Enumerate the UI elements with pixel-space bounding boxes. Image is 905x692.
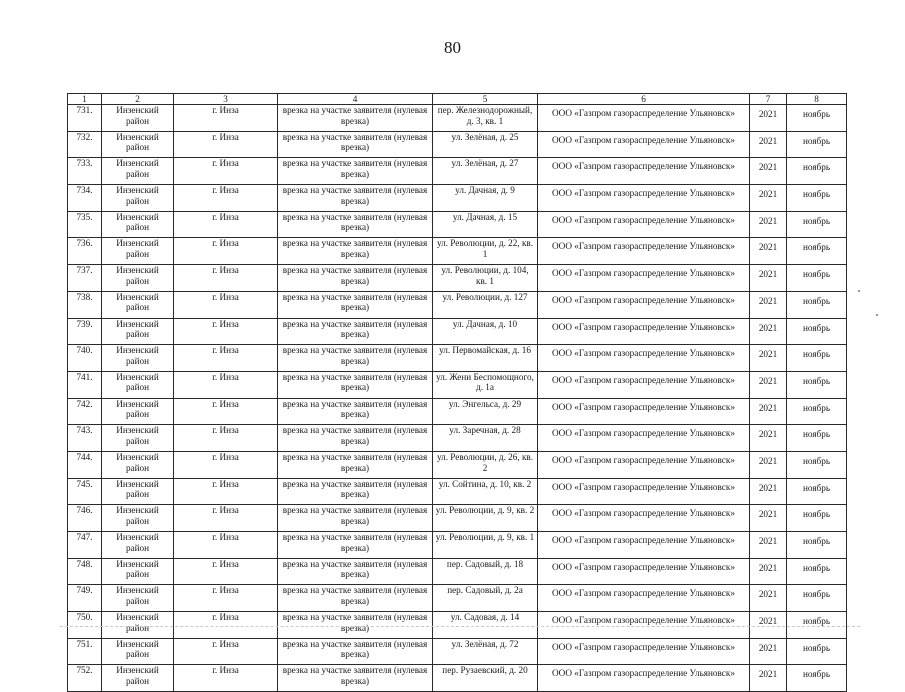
year-cell: 2021 xyxy=(750,131,787,158)
year-cell: 2021 xyxy=(750,371,787,398)
year-cell: 2021 xyxy=(750,612,787,639)
organization-cell: ООО «Газпром газораспределение Ульяновск» xyxy=(538,291,750,318)
locality-cell: г. Инза xyxy=(174,451,278,478)
year-cell: 2021 xyxy=(750,665,787,692)
district-cell: Инзенский район xyxy=(102,398,174,425)
district-cell: Инзенский район xyxy=(102,451,174,478)
organization-cell: ООО «Газпром газораспределение Ульяновск» xyxy=(538,612,750,639)
organization-cell: ООО «Газпром газораспределение Ульяновск» xyxy=(538,238,750,265)
district-cell: Инзенский район xyxy=(102,265,174,292)
month-cell: ноябрь xyxy=(787,131,847,158)
address-cell: ул. Зелёная, д. 27 xyxy=(433,158,538,185)
year-cell: 2021 xyxy=(750,105,787,132)
connection-type-cell: врезка на участке заявителя (нулевая врезка) xyxy=(278,638,433,665)
district-cell: Инзенский район xyxy=(102,665,174,692)
year-cell: 2021 xyxy=(750,318,787,345)
locality-cell: г. Инза xyxy=(174,425,278,452)
month-cell: ноябрь xyxy=(787,158,847,185)
table-row xyxy=(68,238,847,265)
connection-type-cell: врезка на участке заявителя (нулевая врезка) xyxy=(278,185,433,212)
table-row xyxy=(68,318,847,345)
column-number: 2 xyxy=(102,94,174,105)
row-number: 736. xyxy=(68,238,102,265)
district-cell: Инзенский район xyxy=(102,185,174,212)
district-cell: Инзенский район xyxy=(102,345,174,372)
column-number: 5 xyxy=(433,94,538,105)
address-cell: ул. Первомайская, д. 16 xyxy=(433,345,538,372)
month-cell: ноябрь xyxy=(787,185,847,212)
table-row xyxy=(68,345,847,372)
table-row xyxy=(68,425,847,452)
connection-type-cell: врезка на участке заявителя (нулевая врезка) xyxy=(278,265,433,292)
month-cell: ноябрь xyxy=(787,558,847,585)
address-cell: ул. Зелёная, д. 72 xyxy=(433,638,538,665)
connection-type-cell: врезка на участке заявителя (нулевая врезка) xyxy=(278,451,433,478)
row-number: 737. xyxy=(68,265,102,292)
locality-cell: г. Инза xyxy=(174,291,278,318)
month-cell: ноябрь xyxy=(787,478,847,505)
month-cell: ноябрь xyxy=(787,585,847,612)
district-cell: Инзенский район xyxy=(102,105,174,132)
district-cell: Инзенский район xyxy=(102,211,174,238)
connection-type-cell: врезка на участке заявителя (нулевая врезка) xyxy=(278,425,433,452)
organization-cell: ООО «Газпром газораспределение Ульяновск» xyxy=(538,505,750,532)
month-cell: ноябрь xyxy=(787,265,847,292)
district-cell: Инзенский район xyxy=(102,612,174,639)
organization-cell: ООО «Газпром газораспределение Ульяновск» xyxy=(538,211,750,238)
month-cell: ноябрь xyxy=(787,505,847,532)
address-cell: ул. Революции, д. 9, кв. 1 xyxy=(433,532,538,559)
connection-type-cell: врезка на участке заявителя (нулевая врезка) xyxy=(278,318,433,345)
locality-cell: г. Инза xyxy=(174,105,278,132)
column-number: 3 xyxy=(174,94,278,105)
month-cell: ноябрь xyxy=(787,665,847,692)
address-cell: ул. Революции, д. 22, кв. 1 xyxy=(433,238,538,265)
table-row xyxy=(68,665,847,692)
locality-cell: г. Инза xyxy=(174,665,278,692)
row-number: 739. xyxy=(68,318,102,345)
year-cell: 2021 xyxy=(750,158,787,185)
row-number: 751. xyxy=(68,638,102,665)
address-cell: ул. Революции, д. 9, кв. 2 xyxy=(433,505,538,532)
year-cell: 2021 xyxy=(750,398,787,425)
connection-type-cell: врезка на участке заявителя (нулевая врезка) xyxy=(278,478,433,505)
district-cell: Инзенский район xyxy=(102,318,174,345)
address-cell: ул. Энгельса, д. 29 xyxy=(433,398,538,425)
district-cell: Инзенский район xyxy=(102,425,174,452)
connection-type-cell: врезка на участке заявителя (нулевая врезка) xyxy=(278,665,433,692)
table-row xyxy=(68,265,847,292)
district-cell: Инзенский район xyxy=(102,238,174,265)
row-number: 743. xyxy=(68,425,102,452)
organization-cell: ООО «Газпром газораспределение Ульяновск» xyxy=(538,665,750,692)
month-cell: ноябрь xyxy=(787,425,847,452)
organization-cell: ООО «Газпром газораспределение Ульяновск» xyxy=(538,478,750,505)
table-row xyxy=(68,612,847,639)
column-number: 8 xyxy=(787,94,847,105)
column-number: 7 xyxy=(750,94,787,105)
year-cell: 2021 xyxy=(750,265,787,292)
connection-type-cell: врезка на участке заявителя (нулевая врезка) xyxy=(278,291,433,318)
address-cell: ул. Революции, д. 26, кв. 2 xyxy=(433,451,538,478)
row-number: 740. xyxy=(68,345,102,372)
district-cell: Инзенский район xyxy=(102,532,174,559)
row-number: 742. xyxy=(68,398,102,425)
organization-cell: ООО «Газпром газораспределение Ульяновск» xyxy=(538,532,750,559)
organization-cell: ООО «Газпром газораспределение Ульяновск» xyxy=(538,398,750,425)
year-cell: 2021 xyxy=(750,532,787,559)
column-number: 6 xyxy=(538,94,750,105)
table-row xyxy=(68,185,847,212)
connection-type-cell: врезка на участке заявителя (нулевая врезка) xyxy=(278,558,433,585)
table-row xyxy=(68,505,847,532)
organization-cell: ООО «Газпром газораспределение Ульяновск» xyxy=(538,105,750,132)
year-cell: 2021 xyxy=(750,558,787,585)
address-cell: ул. Заречная, д. 28 xyxy=(433,425,538,452)
year-cell: 2021 xyxy=(750,638,787,665)
address-cell: ул. Жени Беспомощного, д. 1а xyxy=(433,371,538,398)
address-cell: ул. Революции, д. 104, кв. 1 xyxy=(433,265,538,292)
table-row xyxy=(68,398,847,425)
organization-cell: ООО «Газпром газораспределение Ульяновск» xyxy=(538,158,750,185)
table-row xyxy=(68,158,847,185)
row-number: 731. xyxy=(68,105,102,132)
table-row xyxy=(68,638,847,665)
locality-cell: г. Инза xyxy=(174,185,278,212)
row-number: 749. xyxy=(68,585,102,612)
district-cell: Инзенский район xyxy=(102,478,174,505)
month-cell: ноябрь xyxy=(787,451,847,478)
table-row xyxy=(68,478,847,505)
column-number: 1 xyxy=(68,94,102,105)
month-cell: ноябрь xyxy=(787,612,847,639)
locality-cell: г. Инза xyxy=(174,131,278,158)
organization-cell: ООО «Газпром газораспределение Ульяновск» xyxy=(538,185,750,212)
organization-cell: ООО «Газпром газораспределение Ульяновск» xyxy=(538,131,750,158)
row-number: 734. xyxy=(68,185,102,212)
table-row xyxy=(68,371,847,398)
table-row xyxy=(68,558,847,585)
connection-type-cell: врезка на участке заявителя (нулевая врезка) xyxy=(278,585,433,612)
row-number: 747. xyxy=(68,532,102,559)
year-cell: 2021 xyxy=(750,478,787,505)
scan-artifact-line xyxy=(60,626,860,627)
row-number: 752. xyxy=(68,665,102,692)
scan-speck xyxy=(858,290,860,292)
locality-cell: г. Инза xyxy=(174,585,278,612)
connection-type-cell: врезка на участке заявителя (нулевая врезка) xyxy=(278,105,433,132)
year-cell: 2021 xyxy=(750,185,787,212)
month-cell: ноябрь xyxy=(787,345,847,372)
table-row xyxy=(68,585,847,612)
organization-cell: ООО «Газпром газораспределение Ульяновск» xyxy=(538,451,750,478)
row-number: 750. xyxy=(68,612,102,639)
month-cell: ноябрь xyxy=(787,638,847,665)
district-cell: Инзенский район xyxy=(102,371,174,398)
locality-cell: г. Инза xyxy=(174,158,278,185)
month-cell: ноябрь xyxy=(787,238,847,265)
row-number: 746. xyxy=(68,505,102,532)
connection-type-cell: врезка на участке заявителя (нулевая врезка) xyxy=(278,612,433,639)
column-number-row xyxy=(68,94,847,105)
row-number: 748. xyxy=(68,558,102,585)
address-cell: ул. Садовая, д. 14 xyxy=(433,612,538,639)
organization-cell: ООО «Газпром газораспределение Ульяновск» xyxy=(538,318,750,345)
organization-cell: ООО «Газпром газораспределение Ульяновск» xyxy=(538,371,750,398)
address-cell: ул. Зелёная, д. 25 xyxy=(433,131,538,158)
month-cell: ноябрь xyxy=(787,371,847,398)
table-row xyxy=(68,211,847,238)
month-cell: ноябрь xyxy=(787,105,847,132)
table-row xyxy=(68,291,847,318)
organization-cell: ООО «Газпром газораспределение Ульяновск» xyxy=(538,425,750,452)
district-cell: Инзенский район xyxy=(102,558,174,585)
row-number: 735. xyxy=(68,211,102,238)
address-cell: пер. Рузаевский, д. 20 xyxy=(433,665,538,692)
address-cell: пер. Садовый, д. 18 xyxy=(433,558,538,585)
year-cell: 2021 xyxy=(750,585,787,612)
row-number: 738. xyxy=(68,291,102,318)
locality-cell: г. Инза xyxy=(174,612,278,639)
connection-type-cell: врезка на участке заявителя (нулевая врезка) xyxy=(278,211,433,238)
register-body xyxy=(68,94,847,692)
row-number: 732. xyxy=(68,131,102,158)
connection-type-cell: врезка на участке заявителя (нулевая врезка) xyxy=(278,158,433,185)
connection-type-cell: врезка на участке заявителя (нулевая врезка) xyxy=(278,505,433,532)
scan-speck xyxy=(876,314,878,316)
locality-cell: г. Инза xyxy=(174,265,278,292)
column-number: 4 xyxy=(278,94,433,105)
locality-cell: г. Инза xyxy=(174,505,278,532)
address-cell: ул. Дачная, д. 9 xyxy=(433,185,538,212)
year-cell: 2021 xyxy=(750,211,787,238)
register-table xyxy=(67,93,847,692)
organization-cell: ООО «Газпром газораспределение Ульяновск» xyxy=(538,345,750,372)
district-cell: Инзенский район xyxy=(102,638,174,665)
district-cell: Инзенский район xyxy=(102,291,174,318)
district-cell: Инзенский район xyxy=(102,505,174,532)
address-cell: ул. Дачная, д. 15 xyxy=(433,211,538,238)
month-cell: ноябрь xyxy=(787,398,847,425)
organization-cell: ООО «Газпром газораспределение Ульяновск» xyxy=(538,585,750,612)
row-number: 745. xyxy=(68,478,102,505)
year-cell: 2021 xyxy=(750,451,787,478)
month-cell: ноябрь xyxy=(787,532,847,559)
connection-type-cell: врезка на участке заявителя (нулевая врезка) xyxy=(278,398,433,425)
locality-cell: г. Инза xyxy=(174,238,278,265)
locality-cell: г. Инза xyxy=(174,398,278,425)
row-number: 733. xyxy=(68,158,102,185)
year-cell: 2021 xyxy=(750,238,787,265)
address-cell: пер. Железнодорожный, д. 3, кв. 1 xyxy=(433,105,538,132)
district-cell: Инзенский район xyxy=(102,131,174,158)
connection-type-cell: врезка на участке заявителя (нулевая врезка) xyxy=(278,345,433,372)
connection-type-cell: врезка на участке заявителя (нулевая врезка) xyxy=(278,131,433,158)
year-cell: 2021 xyxy=(750,291,787,318)
locality-cell: г. Инза xyxy=(174,318,278,345)
row-number: 744. xyxy=(68,451,102,478)
connection-type-cell: врезка на участке заявителя (нулевая врезка) xyxy=(278,238,433,265)
locality-cell: г. Инза xyxy=(174,371,278,398)
year-cell: 2021 xyxy=(750,345,787,372)
address-cell: ул. Дачная, д. 10 xyxy=(433,318,538,345)
row-number: 741. xyxy=(68,371,102,398)
month-cell: ноябрь xyxy=(787,211,847,238)
table-row xyxy=(68,105,847,132)
connection-type-cell: врезка на участке заявителя (нулевая врезка) xyxy=(278,532,433,559)
table-row xyxy=(68,131,847,158)
locality-cell: г. Инза xyxy=(174,211,278,238)
organization-cell: ООО «Газпром газораспределение Ульяновск» xyxy=(538,265,750,292)
locality-cell: г. Инза xyxy=(174,478,278,505)
district-cell: Инзенский район xyxy=(102,158,174,185)
table-row xyxy=(68,451,847,478)
page-number: 80 xyxy=(444,38,461,57)
table-row xyxy=(68,532,847,559)
month-cell: ноябрь xyxy=(787,318,847,345)
locality-cell: г. Инза xyxy=(174,532,278,559)
address-cell: ул. Революции, д. 127 xyxy=(433,291,538,318)
district-cell: Инзенский район xyxy=(102,585,174,612)
year-cell: 2021 xyxy=(750,505,787,532)
locality-cell: г. Инза xyxy=(174,638,278,665)
locality-cell: г. Инза xyxy=(174,345,278,372)
year-cell: 2021 xyxy=(750,425,787,452)
organization-cell: ООО «Газпром газораспределение Ульяновск» xyxy=(538,558,750,585)
locality-cell: г. Инза xyxy=(174,558,278,585)
organization-cell: ООО «Газпром газораспределение Ульяновск» xyxy=(538,638,750,665)
connection-type-cell: врезка на участке заявителя (нулевая врезка) xyxy=(278,371,433,398)
address-cell: пер. Садовый, д. 2а xyxy=(433,585,538,612)
address-cell: ул. Сойтина, д. 10, кв. 2 xyxy=(433,478,538,505)
month-cell: ноябрь xyxy=(787,291,847,318)
